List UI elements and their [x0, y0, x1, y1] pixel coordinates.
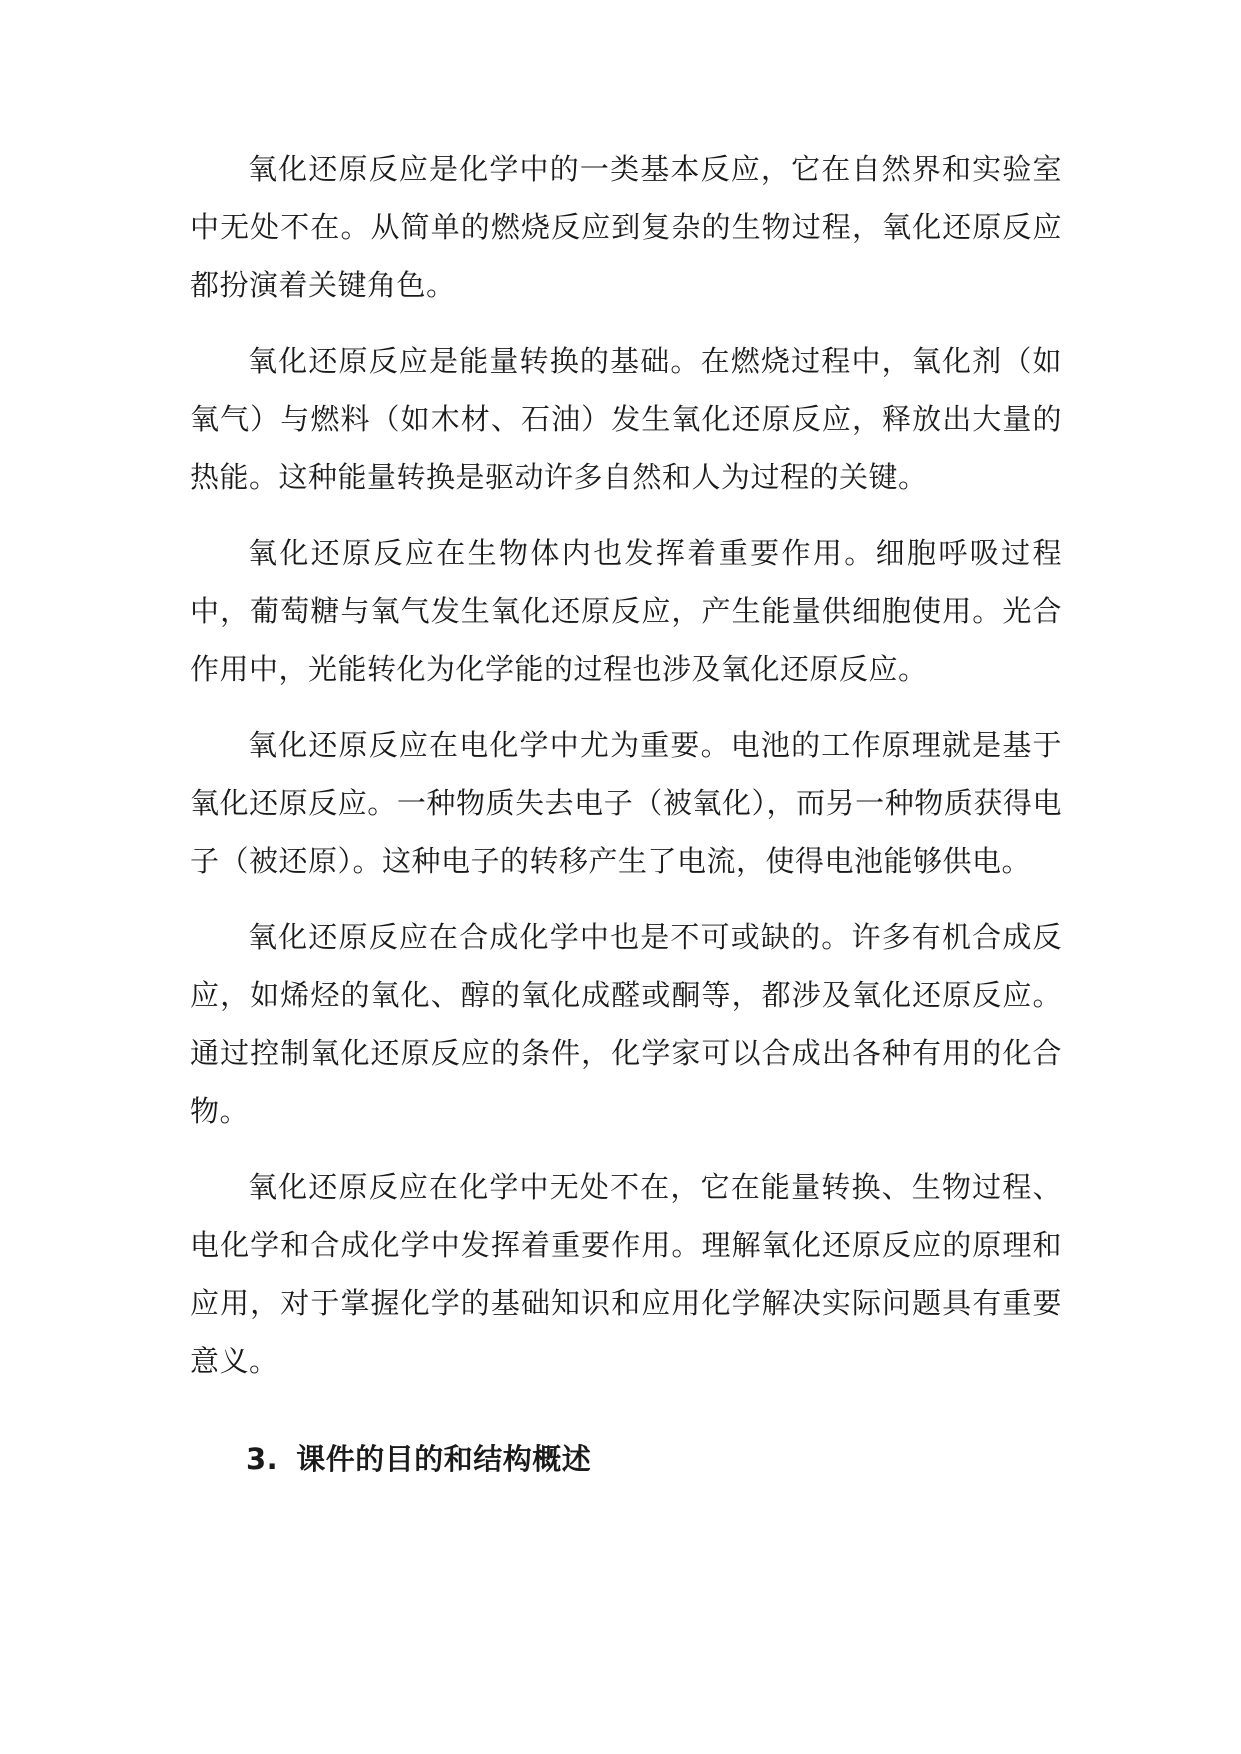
section-title: 课件的目的和结构概述 — [296, 1442, 592, 1476]
paragraph-electrochemistry: 氧化还原反应在电化学中尤为重要。电池的工作原理就是基于氧化还原反应。一种物质失去电子（被氧化），而另一种物质获得电子（被还原）。这种电子的转移产生了电流，使得电池能够供电。 — [190, 728, 1062, 878]
section-number: 3. — [246, 1442, 279, 1476]
paragraph-energy: 氧化还原反应是能量转换的基础。在燃烧过程中，氧化剂（如氧气）与燃料（如木材、石油）发生氧化还原反应，释放出大量的热能。这种能量转换是驱动许多自然和人为过程的关键。 — [190, 344, 1062, 494]
document-body — [190, 140, 1062, 1488]
paragraph-synthesis: 氧化还原反应在合成化学中也是不可或缺的。许多有机合成反应，如烯烃的氧化、醇的氧化成醛或酮等，都涉及氧化还原反应。通过控制氧化还原反应的条件，化学家可以合成出各种有用的化合物。 — [190, 920, 1062, 1128]
paragraph-biology: 氧化还原反应在生物体内也发挥着重要作用。细胞呼吸过程中，葡萄糖与氧气发生氧化还原反应，产生能量供细胞使用。光合作用中，光能转化为化学能的过程也涉及氧化还原反应。 — [190, 536, 1062, 686]
paragraph-summary: 氧化还原反应在化学中无处不在，它在能量转换、生物过程、电化学和合成化学中发挥着重要作用。理解氧化还原反应的原理和应用，对于掌握化学的基础知识和应用化学解决实际问题具有重要意义。 — [190, 1170, 1062, 1378]
paragraph-intro: 氧化还原反应是化学中的一类基本反应，它在自然界和实验室中无处不在。从简单的燃烧反应到复杂的生物过程，氧化还原反应都扮演着关键角色。 — [190, 152, 1062, 302]
section-heading — [190, 1430, 1062, 1488]
